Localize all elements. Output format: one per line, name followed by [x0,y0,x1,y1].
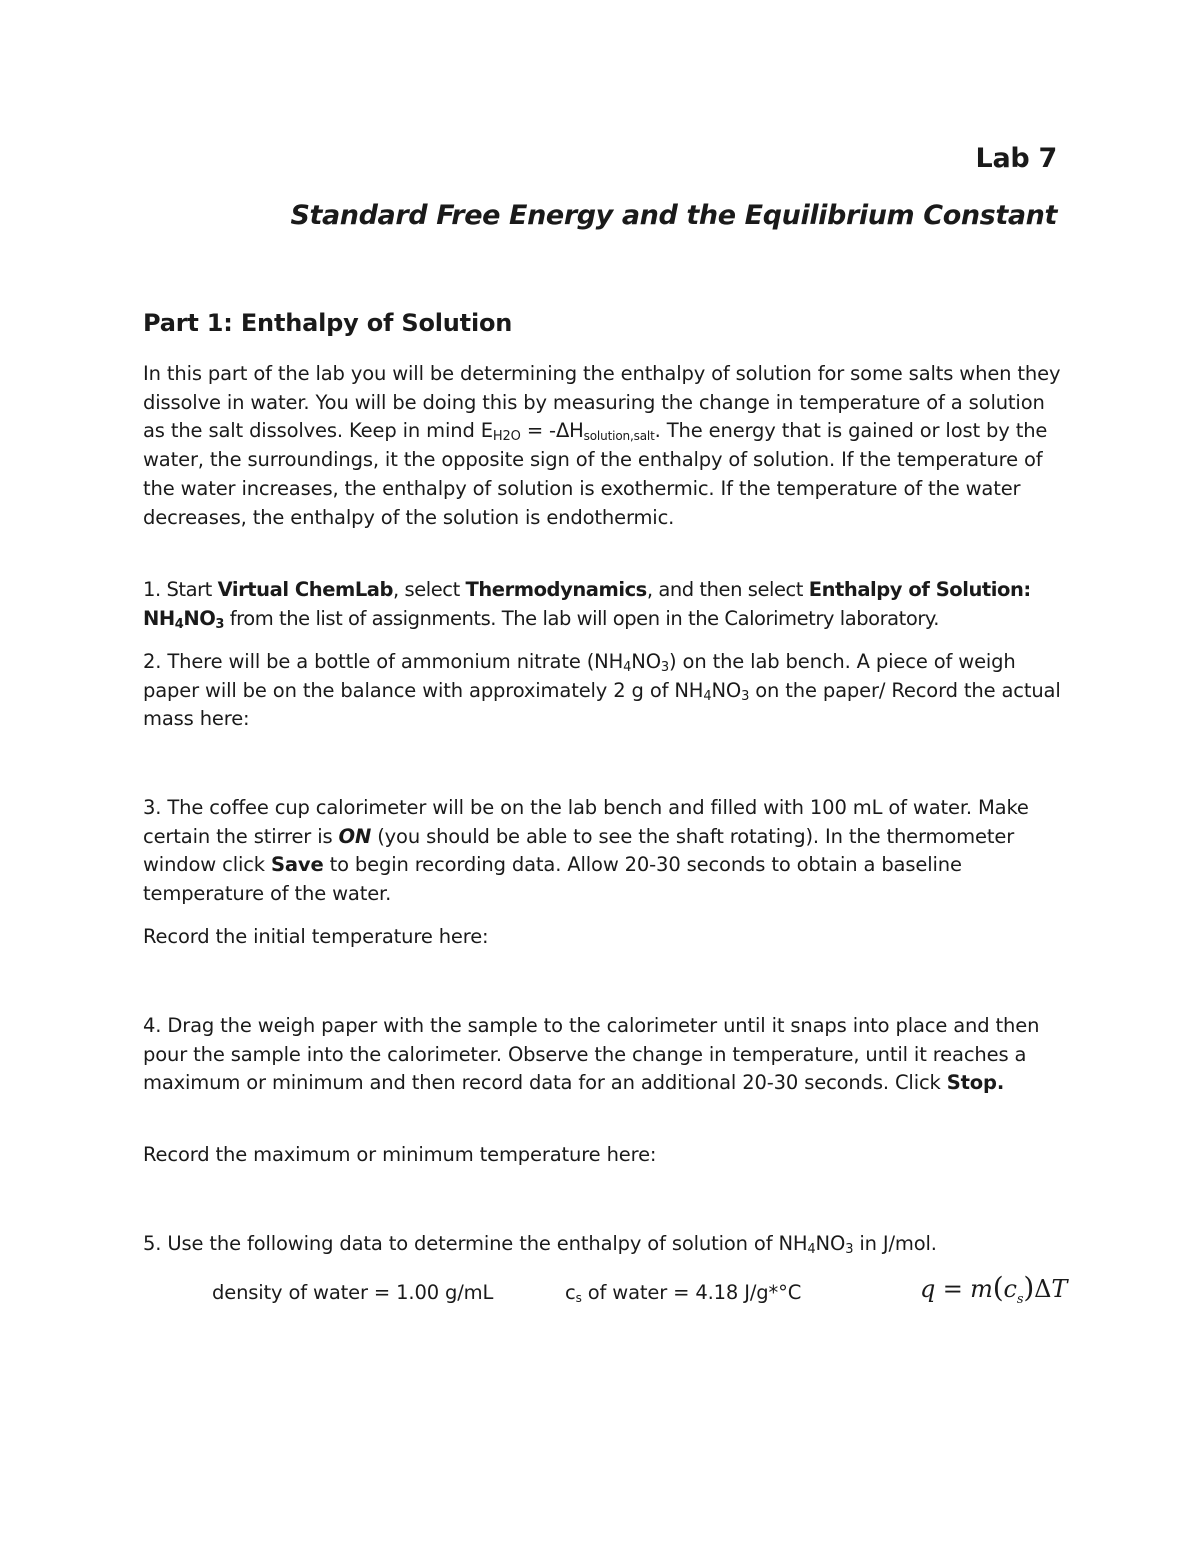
step-number: 5. [143,1232,162,1255]
cs-symbol: c [565,1281,576,1304]
step-text: in J/mol. [853,1232,937,1255]
record-max-temperature: Record the maximum or minimum temperature here: [143,1143,657,1166]
step-text: from the list of assignments. The lab will open in the Calorimetry laboratory. [223,606,939,630]
step-number: 1. [143,578,161,601]
step-4 [143,1012,1063,1098]
specific-heat-of-water [565,1279,801,1307]
bold-term: Virtual ChemLab [217,578,394,601]
intro-text-c: . The energy that is gained or lost by the water, the surroundings, it the opposite sign of the enthalpy of solution. If the temperature of the water increases, the enthalpy of solution is exothermic. If the temperature of the water decreases, the enthalpy of the solution is endothermic. [143,419,1048,529]
step-number: 2. [143,650,162,673]
step-text: (you should be able to see the shaft rotating). In the thermometer window click [143,824,1015,877]
intro-paragraph [143,360,1063,532]
step-1 [143,576,1063,633]
formula-c: c [1003,1275,1017,1303]
formula-t: T [1051,1275,1068,1303]
step-text: , and then select [646,578,809,601]
step-text: Start [160,578,218,601]
subscript: 3 [660,660,670,675]
step-text: , select [393,578,466,601]
part-heading: Part 1: Enthalpy of Solution [143,309,513,337]
lab-number: Lab 7 [975,143,1057,174]
subscript: 3 [215,616,224,632]
intro-sub-h2o: H2O [492,429,521,445]
bold-term-text: NO [183,606,216,630]
density-of-water: density of water = 1.00 g/mL [212,1281,494,1304]
subscript: 3 [741,688,750,704]
bold-term: Thermodynamics [465,578,647,601]
bold-term: Save [271,853,324,877]
formula-lhs: q = m [920,1275,993,1303]
intro-text-b: = -ΔH [520,419,584,443]
step-number: 3. [143,796,162,819]
step-text: ) on the lab bench. A piece of weigh paper will be on the balance with approximately 2 g of NH [143,650,1016,702]
cs-text: of water = 4.18 J/g*°C [581,1281,802,1304]
step-text: The coffee cup calorimeter will be on the lab bench and filled with 100 mL of water. Make certain the stirrer is [143,796,1029,848]
bold-term-text: Enthalpy of Solution: NH [143,578,1031,630]
bold-term: Stop. [946,1071,1005,1095]
subscript: 4 [623,660,632,675]
step-text: NO [631,650,661,673]
formula-delta: Δ [1034,1275,1052,1303]
subscript: s [1016,1291,1024,1307]
heat-formula [920,1271,1068,1314]
step-text: NO [711,678,742,702]
step-text: Use the following data to determine the enthalpy of solution of NH [161,1232,808,1255]
intro-sub-solution: solution,salt [583,429,655,444]
step-text: There will be a bottle of ammonium nitrate (NH [161,650,624,673]
subscript: 4 [703,688,712,704]
document-title: Standard Free Energy and the Equilibrium Constant [290,200,1057,231]
step-text: Drag the weigh paper with the sample to the calorimeter until it snaps into place and then pour the sample into the calorimeter. Observe the change in temperature, until it reaches a maximum or minimum and then record data for an additional 20-30 seconds. Click [143,1014,1040,1095]
formula-paren: ) [1023,1271,1035,1304]
step-2 [143,648,1063,734]
record-initial-temperature: Record the initial temperature here: [143,925,489,948]
intro-text-a: In this part of the lab you will be determining the enthalpy of solution for some salts when they dissolve in water. You will be doing this by measuring the change in temperature of a solution as the salt dissolves. Keep in mind E [143,362,1061,443]
step-text: on the paper/ Record the actual mass here: [143,678,1061,731]
step-number: 4. [143,1014,162,1037]
subscript: 3 [845,1242,854,1257]
subscript: 4 [174,616,184,632]
step-5 [143,1230,1063,1259]
bold-term: ON [338,824,372,848]
subscript: s [575,1291,582,1305]
subscript: 4 [807,1242,816,1257]
step-text: to begin recording data. Allow 20-30 seconds to obtain a baseline temperature of the water. [143,853,962,906]
step-text: NO [815,1232,846,1255]
formula-paren: ( [992,1271,1004,1304]
step-3 [143,794,1063,909]
